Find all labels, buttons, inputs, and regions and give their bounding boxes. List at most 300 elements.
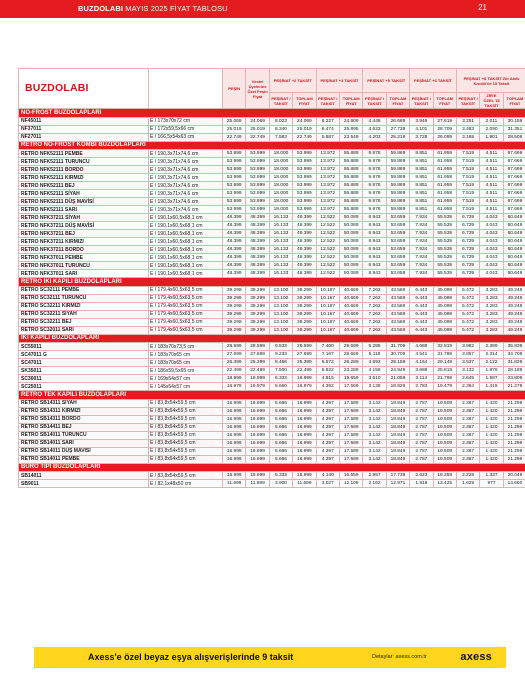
price-cell: 2.623 [410,472,433,480]
table-row [19,423,525,431]
model-name: SB9011 [19,480,149,488]
price-cell: 61.959 [433,182,456,190]
price-cell: 25.399 [293,359,316,367]
price-cell: 48.399 [223,262,246,270]
price-cell: 53.659 [386,222,409,230]
price-cell: 12.108 [339,480,362,488]
price-cell: 31.829 [503,359,525,367]
price-cell: 1.419 [480,383,503,391]
model-size: E / 83,8x54x59,5 cm [149,472,223,480]
section-title: RETRO NO-FROST KOMBİ BUZDOLAPLARI [19,141,525,150]
price-cell: 1.420 [480,423,503,431]
price-cell: 13.972 [316,206,339,214]
price-cell: 53.999 [293,174,316,182]
price-cell: 48.399 [293,222,316,230]
price-cell: 67.669 [503,198,525,206]
price-cell: 5.660 [269,383,292,391]
price-cell: 16.133 [269,214,292,222]
price-cell: 27.739 [386,125,409,133]
price-cell: 3.537 [456,359,479,367]
model-name: NF37011 [19,125,149,133]
price-cell: 59.869 [386,182,409,190]
section-header [19,278,525,287]
price-cell: 19.509 [433,407,456,415]
price-cell: 7.934 [410,238,433,246]
price-cell: 48.399 [293,262,316,270]
price-cell: 35.839 [503,343,525,351]
price-cell: 1.901 [480,133,503,141]
model-name: RETRO NFK52111 DÜŞ MAVİSİ [19,198,149,206]
model-name: NF27011 [19,133,149,141]
price-cell: 5.666 [269,439,292,447]
table-row [19,117,525,125]
price-cell: 50.089 [339,230,362,238]
price-cell: 4.397 [316,423,339,431]
price-cell: 3.728 [410,133,433,141]
price-cell: 53.999 [246,198,269,206]
price-cell: 3.688 [410,367,433,375]
price-cell: 21.299 [503,439,525,447]
price-cell: 2.228 [456,472,479,480]
model-name: NF45011 [19,117,149,125]
price-cell: 61.959 [433,206,456,214]
price-cell: 43.569 [386,302,409,310]
price-cell: 18.849 [386,407,409,415]
price-cell: 61.959 [433,158,456,166]
price-cell: 40.669 [339,302,362,310]
price-cell: 5.118 [363,351,386,359]
price-cell: 48.399 [223,238,246,246]
price-cell: 48.399 [293,246,316,254]
model-size: E / 179,4x60,5x63,5 cm [149,286,223,294]
price-cell: 3.168 [456,133,479,141]
price-cell: 53.999 [293,150,316,158]
price-cell: 12.522 [316,246,339,254]
model-size: E / 83,8x54x59,5 cm [149,407,223,415]
price-cell: 2.367 [456,431,479,439]
model-name: SC47011 G [19,351,149,359]
table-row [19,246,525,254]
price-cell: 24.069 [246,117,269,125]
price-cell: 16.133 [269,238,292,246]
price-cell: 6.333 [269,375,292,383]
price-cell: 21.299 [503,423,525,431]
price-cell: 22.749 [246,133,269,141]
price-cell: 4.043 [480,270,503,278]
price-cell: 12.522 [316,230,339,238]
price-cell: 48.399 [246,214,269,222]
price-cell: 1.337 [480,472,503,480]
table-row [19,343,525,351]
table-row [19,206,525,214]
price-cell: 2.367 [456,455,479,463]
price-cell: 25.019 [293,125,316,133]
page-number: 21 [478,3,487,12]
price-cell: 9.978 [363,206,386,214]
section-title: RETRO TEK KAPILI BUZDOLAPLARI [19,391,525,400]
price-cell: 2.367 [456,447,479,455]
price-cell: 11.699 [223,480,246,488]
table-row [19,472,525,480]
price-cell: 1.420 [480,447,503,455]
price-cell: 21.299 [503,431,525,439]
price-cell: 18.849 [386,447,409,455]
model-name: RETRO NFK52111 BEJ [19,182,149,190]
price-cell: 18.000 [269,166,292,174]
price-cell: 17.589 [339,399,362,407]
price-cell: 13.425 [433,480,456,488]
price-cell: 1.420 [480,431,503,439]
price-cell: 4.397 [316,399,339,407]
model-name: SC47011 [19,359,149,367]
price-cell: 30.709 [386,351,409,359]
price-cell: 43.569 [386,326,409,334]
price-cell: 11.699 [293,480,316,488]
model-name: RETRO SC32211 SİYAH [19,310,149,318]
table-row [19,238,525,246]
promo-banner [34,647,506,668]
price-cell: 4.203 [363,133,386,141]
model-name: RETRO SB14011 SARI [19,439,149,447]
price-cell: 14.660 [503,480,525,488]
price-cell: 25.895 [339,125,362,133]
subhead-cell: PEŞİNAT / TAKSİT [316,93,339,109]
subhead-cell: PEŞİNAT / TAKSİT [456,93,479,109]
price-cell: 59.869 [386,150,409,158]
price-cell: 53.999 [223,174,246,182]
price-cell: 3.142 [363,447,386,455]
price-cell: 16.999 [246,439,269,447]
price-cell: 39.299 [223,294,246,302]
model-size: E / 83,8x54x59,5 cm [149,423,223,431]
price-cell: 16.999 [223,415,246,423]
price-cell: 31.789 [433,351,456,359]
price-cell: 40.669 [339,318,362,326]
price-cell: 30.159 [503,117,525,125]
price-cell: 13.100 [269,326,292,334]
model-size: E / 186x59,5x65 cm [149,367,223,375]
price-cell: 8.851 [410,182,433,190]
price-cell: 2.367 [456,407,479,415]
price-cell: 22.749 [293,133,316,141]
price-cell: 23.289 [339,367,362,375]
price-cell: 22.499 [223,367,246,375]
table-row [19,318,525,326]
model-size: E / 173x70x72 cm [149,117,223,125]
axess-logo: axess [460,651,492,663]
table-row [19,383,525,391]
price-cell: 67.669 [503,166,525,174]
price-cell: 16.979 [246,383,269,391]
price-cell: 21.299 [503,399,525,407]
table-row [19,375,525,383]
price-cell: 3.283 [480,294,503,302]
price-cell: 16.559 [339,472,362,480]
subhead-cell: PEŞİNAT / TAKSİT [363,93,386,109]
price-cell: 16.133 [269,270,292,278]
price-cell: 67.669 [503,182,525,190]
price-cell: 12.971 [386,480,409,488]
price-cell: 24.069 [293,117,316,125]
price-cell: 43.569 [386,294,409,302]
price-cell: 5.472 [456,326,479,334]
price-cell: 7.934 [410,214,433,222]
price-cell: 13.100 [269,318,292,326]
table-row [19,166,525,174]
model-size: E / 183x70x65 cm [149,359,223,367]
price-cell: 1.420 [480,399,503,407]
price-cell: 18.849 [386,455,409,463]
model-name: RETRO NFK37211 BEJ [19,230,149,238]
price-cell: 39.299 [293,310,316,318]
model-name: RETRO SC32211 BEJ [19,318,149,326]
price-cell: 16.999 [293,407,316,415]
model-size: E / 83,8x54x59,5 cm [149,455,223,463]
price-cell: 17.739 [386,472,409,480]
price-cell: 39.299 [223,318,246,326]
price-cell: 39.299 [223,310,246,318]
table-row [19,190,525,198]
subhead-cell: PEŞİNAT / TAKSİT [410,93,433,109]
price-cell: 1.629 [456,480,479,488]
model-size: E / 179,4x60,5x63,5 cm [149,302,223,310]
price-cell: 53.999 [293,206,316,214]
price-cell: 53.999 [246,206,269,214]
price-cell: 2.367 [456,399,479,407]
price-cell: 19.509 [433,455,456,463]
section-header [19,109,525,118]
price-cell: 21.299 [503,447,525,455]
price-cell: 48.399 [293,238,316,246]
price-cell: 9.978 [363,150,386,158]
price-cell: 13.100 [269,310,292,318]
header-bar [0,0,525,18]
table-row [19,158,525,166]
price-cell: 7.519 [456,166,479,174]
model-size: E / 83,8x54x59,5 cm [149,399,223,407]
price-cell: 4.448 [363,117,386,125]
table-body [19,109,525,488]
price-cell: 7.167 [316,351,339,359]
price-cell: 53.999 [246,150,269,158]
price-cell: 13.100 [269,286,292,294]
group-3-taksit: PEŞİNAT +3 TAKSİT [316,69,363,93]
price-cell: 4.511 [480,158,503,166]
price-cell: 45.099 [433,302,456,310]
price-cell: 4.511 [480,174,503,182]
section-header [19,463,525,472]
model-size: E / 179,4x60,5x63,5 cm [149,326,223,334]
model-size: E / 179,4x60,5x63,5 cm [149,318,223,326]
price-cell: 7.519 [456,206,479,214]
model-name: RETRO NFK52111 BORDO [19,166,149,174]
price-cell: 59.869 [386,174,409,182]
table-row [19,270,525,278]
promo-detail: Detaylar: axess.com.tr [372,654,427,660]
price-cell: 28.189 [503,367,525,375]
price-cell: 1.420 [480,439,503,447]
price-cell: 7.934 [410,262,433,270]
model-name: SC25011 [19,383,149,391]
price-cell: 5.472 [456,318,479,326]
price-cell: 4.397 [316,455,339,463]
price-cell: 6.739 [456,230,479,238]
group-6-taksit: PEŞİNAT +6 TAKSİT [410,69,457,93]
price-cell: 4.392 [316,383,339,391]
price-cell: 48.399 [246,246,269,254]
price-cell: 50.089 [339,214,362,222]
price-cell: 53.659 [386,214,409,222]
price-cell: 53.999 [293,166,316,174]
price-cell: 53.659 [386,270,409,278]
section-title: İKİ KAPILI BUZDOLAPLARI [19,334,525,343]
subhead-cell: PEŞİNAT / TAKSİT [269,93,292,109]
price-cell: 9.978 [363,158,386,166]
promo-message: Axess'e özel beyaz eşya alışverişlerinde 9 taksit [88,652,294,662]
price-cell: 5.822 [316,367,339,375]
price-cell: 21.299 [503,415,525,423]
price-cell: 6.443 [410,326,433,334]
price-cell: 12.522 [316,214,339,222]
price-cell: 61.959 [433,198,456,206]
price-cell: 48.399 [246,222,269,230]
price-cell: 13.972 [316,182,339,190]
price-cell: 22.499 [293,367,316,375]
model-size: E / 190,1x60,5x68,1 cm [149,238,223,246]
price-cell: 3.857 [456,351,479,359]
page-title [78,4,228,13]
price-cell: 48.399 [223,246,246,254]
section-header [19,141,525,150]
price-cell: 39.299 [246,326,269,334]
price-cell: 9.978 [363,174,386,182]
price-cell: 16.999 [246,423,269,431]
price-cell: 3.946 [410,117,433,125]
price-cell: 4.043 [480,230,503,238]
price-cell: 55.539 [433,262,456,270]
title-rest: MAYIS 2025 FİYAT TABLOSU [123,4,228,13]
header-spacer [149,69,223,109]
table-row [19,133,525,141]
group-2-taksit: PEŞİNAT +2 TAKSİT [269,69,316,93]
price-cell: 1.879 [480,367,503,375]
price-cell: 67.669 [503,206,525,214]
model-name: RETRO NFK37011 TURUNCU [19,262,149,270]
price-cell: 5.472 [456,302,479,310]
price-cell: 2.389 [480,343,503,351]
price-cell: 7.262 [363,318,386,326]
price-cell: 53.999 [246,158,269,166]
price-cell: 4.511 [480,150,503,158]
price-cell: 34.709 [503,351,525,359]
model-name: RETRO NFK52111 SİYAH [19,190,149,198]
model-name: RETRO SB14411 BEJ [19,423,149,431]
price-cell: 27.619 [433,117,456,125]
table-row [19,351,525,359]
price-cell: 1.587 [480,375,503,383]
model-name: RETRO NFK37011 SARI [19,270,149,278]
price-cell: 3.142 [363,455,386,463]
price-cell: 19.509 [433,415,456,423]
price-cell: 17.589 [339,423,362,431]
price-cell: 45.099 [433,294,456,302]
price-cell: 5.666 [269,423,292,431]
price-cell: 29.149 [433,359,456,367]
section-header [19,391,525,400]
model-name: SK35011 [19,367,149,375]
price-cell: 18.999 [293,375,316,383]
price-cell: 17.589 [339,447,362,455]
price-cell: 28.599 [246,343,269,351]
price-cell: 49.249 [503,326,525,334]
price-cell: 39.299 [223,326,246,334]
model-size: E / 190,1x60,5x68,1 cm [149,270,223,278]
price-cell: 55.539 [433,230,456,238]
price-cell: 9.233 [269,351,292,359]
price-cell: 6.739 [456,262,479,270]
price-cell: 50.089 [339,254,362,262]
price-cell: 6.227 [316,117,339,125]
price-cell: 4.511 [480,198,503,206]
price-cell: 7.519 [456,182,479,190]
price-cell: 18.000 [269,206,292,214]
table-row [19,326,525,334]
price-cell: 19.509 [433,423,456,431]
price-cell: 49.249 [503,294,525,302]
table-header [19,69,525,109]
model-size: E / 82,1x48x50 cm [149,480,223,488]
price-cell: 3.900 [269,480,292,488]
price-cell: 3.132 [456,367,479,375]
table-row [19,286,525,294]
model-size: E / 183x70x73,5 cm [149,343,223,351]
table-row [19,439,525,447]
price-cell: 4.511 [480,190,503,198]
model-name: RETRO NFK37211 DÜŞ MAVİSİ [19,222,149,230]
model-name: RETRO NFK52111 PEMBE [19,150,149,158]
price-cell: 10.167 [316,318,339,326]
price-cell: 6.443 [410,302,433,310]
price-cell: 4.101 [410,125,433,133]
price-cell: 13.972 [316,166,339,174]
price-cell: 19.509 [433,431,456,439]
price-cell: 17.589 [339,455,362,463]
model-name: RETRO SC32111 TURUNCU [19,294,149,302]
table-row [19,447,525,455]
price-cell: 39.299 [293,318,316,326]
model-size: E / 190,3x71x74,6 cm [149,182,223,190]
price-cell: 48.399 [223,270,246,278]
price-cell: 26.289 [339,359,362,367]
price-cell: 6.739 [456,246,479,254]
price-cell: 17.589 [339,439,362,447]
price-cell: 39.299 [223,302,246,310]
table-row [19,480,525,488]
section-title: BÜRO TİPİ BUZDOLAPLARI [19,463,525,472]
price-cell: 16.999 [223,407,246,415]
price-cell: 39.299 [223,286,246,294]
price-cell: 16.133 [269,246,292,254]
price-cell: 28.509 [503,133,525,141]
price-cell: 16.999 [246,407,269,415]
price-cell: 8.851 [410,206,433,214]
model-size: E / 145x54x57 cm [149,383,223,391]
price-cell: 5.666 [269,431,292,439]
table-row [19,222,525,230]
price-cell: 8.943 [363,238,386,246]
price-cell: 50.089 [339,246,362,254]
price-cell: 24.909 [339,117,362,125]
